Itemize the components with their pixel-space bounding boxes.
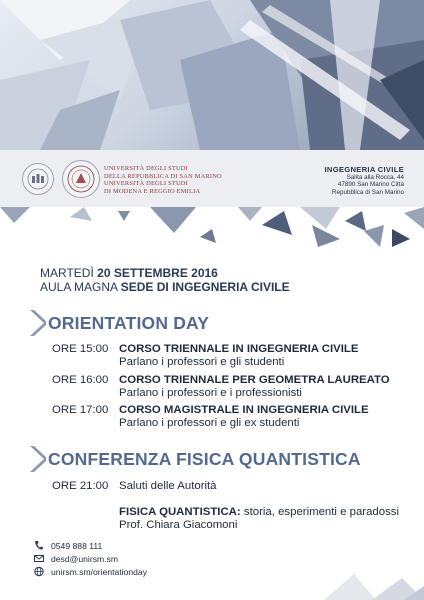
event-venue: SEDE DI INGEGNERIA CIVILE (120, 280, 290, 294)
schedule-description (119, 343, 358, 369)
chevron-mark-icon (24, 310, 46, 336)
course-name: CORSO MAGISTRALE IN INGEGNERIA CIVILE (119, 404, 369, 416)
conference-title: CONFERENZA FISICA QUANTISTICA (48, 448, 361, 469)
modena-seal-logo (62, 160, 100, 198)
university-line: UNIVERSITÀ DEGLI STUDI (104, 165, 188, 172)
greeting: Saluti delle Autorità (119, 480, 217, 492)
university-line: UNIVERSITÀ DEGLI STUDI (104, 180, 188, 188)
course-speakers: Parlano i professori e gli studenti (119, 356, 285, 368)
address-line: Repubblica di San Marino (331, 188, 404, 196)
website-link[interactable]: unirsm.sm/orientationday (51, 567, 148, 577)
talk-subtitle: storia, esperimenti e paradossi (243, 506, 400, 518)
footer-triangle-decoration (284, 560, 424, 600)
orientation-section-header (24, 310, 209, 336)
university-names (104, 165, 222, 195)
schedule-time: ORE 17:00 (52, 404, 109, 416)
email-link[interactable]: desd@unirsm.sm (51, 554, 118, 564)
address-line: Salita alla Rocca, 44 (346, 174, 404, 181)
talk-title: FISICA QUANTISTICA: (119, 506, 241, 518)
schedule-time: ORE 15:00 (52, 343, 109, 355)
department-block (325, 165, 405, 196)
date-prefix: MARTEDÌ (40, 266, 94, 280)
address-line: 47890 San Marino Città (337, 181, 404, 189)
event-date-line (40, 266, 290, 280)
schedule-description (119, 404, 369, 430)
speaker-name: Prof. Chiara Giacomoni (119, 519, 238, 531)
phone-number: 0549 888 111 (51, 541, 103, 551)
event-date: 20 SETTEMBRE 2016 (97, 266, 218, 280)
event-info (40, 266, 290, 294)
mail-icon (34, 553, 44, 566)
course-name: CORSO TRIENNALE IN INGEGNERIA CIVILE (119, 343, 359, 355)
san-marino-seal-logo (22, 163, 54, 195)
phone-icon (34, 540, 44, 553)
hero-image (0, 0, 424, 150)
university-line: DI MODENA E REGGIO EMILIA (104, 187, 201, 195)
event-venue-line (40, 280, 290, 294)
globe-icon (34, 566, 44, 579)
triangle-decoration (0, 207, 424, 255)
orientation-title: ORIENTATION DAY (48, 312, 210, 333)
conference-time: ORE 21:00 (52, 480, 109, 492)
course-name: CORSO TRIENNALE PER GEOMETRA LAUREATO (119, 374, 390, 386)
venue-prefix: AULA MAGNA (40, 280, 118, 294)
course-speakers: Parlano i professori e i professionisti (119, 387, 302, 399)
conference-section-header (24, 446, 361, 472)
university-line: DELLA REPUBBLICA DI SAN MARINO (104, 172, 222, 180)
schedule-description (119, 374, 390, 400)
chevron-mark-icon (24, 446, 46, 472)
conference-description (119, 480, 399, 532)
course-speakers: Parlano i professori e gli ex studenti (119, 417, 300, 429)
schedule-time: ORE 16:00 (52, 374, 109, 386)
department-name: INGEGNERIA CIVILE (324, 165, 404, 174)
